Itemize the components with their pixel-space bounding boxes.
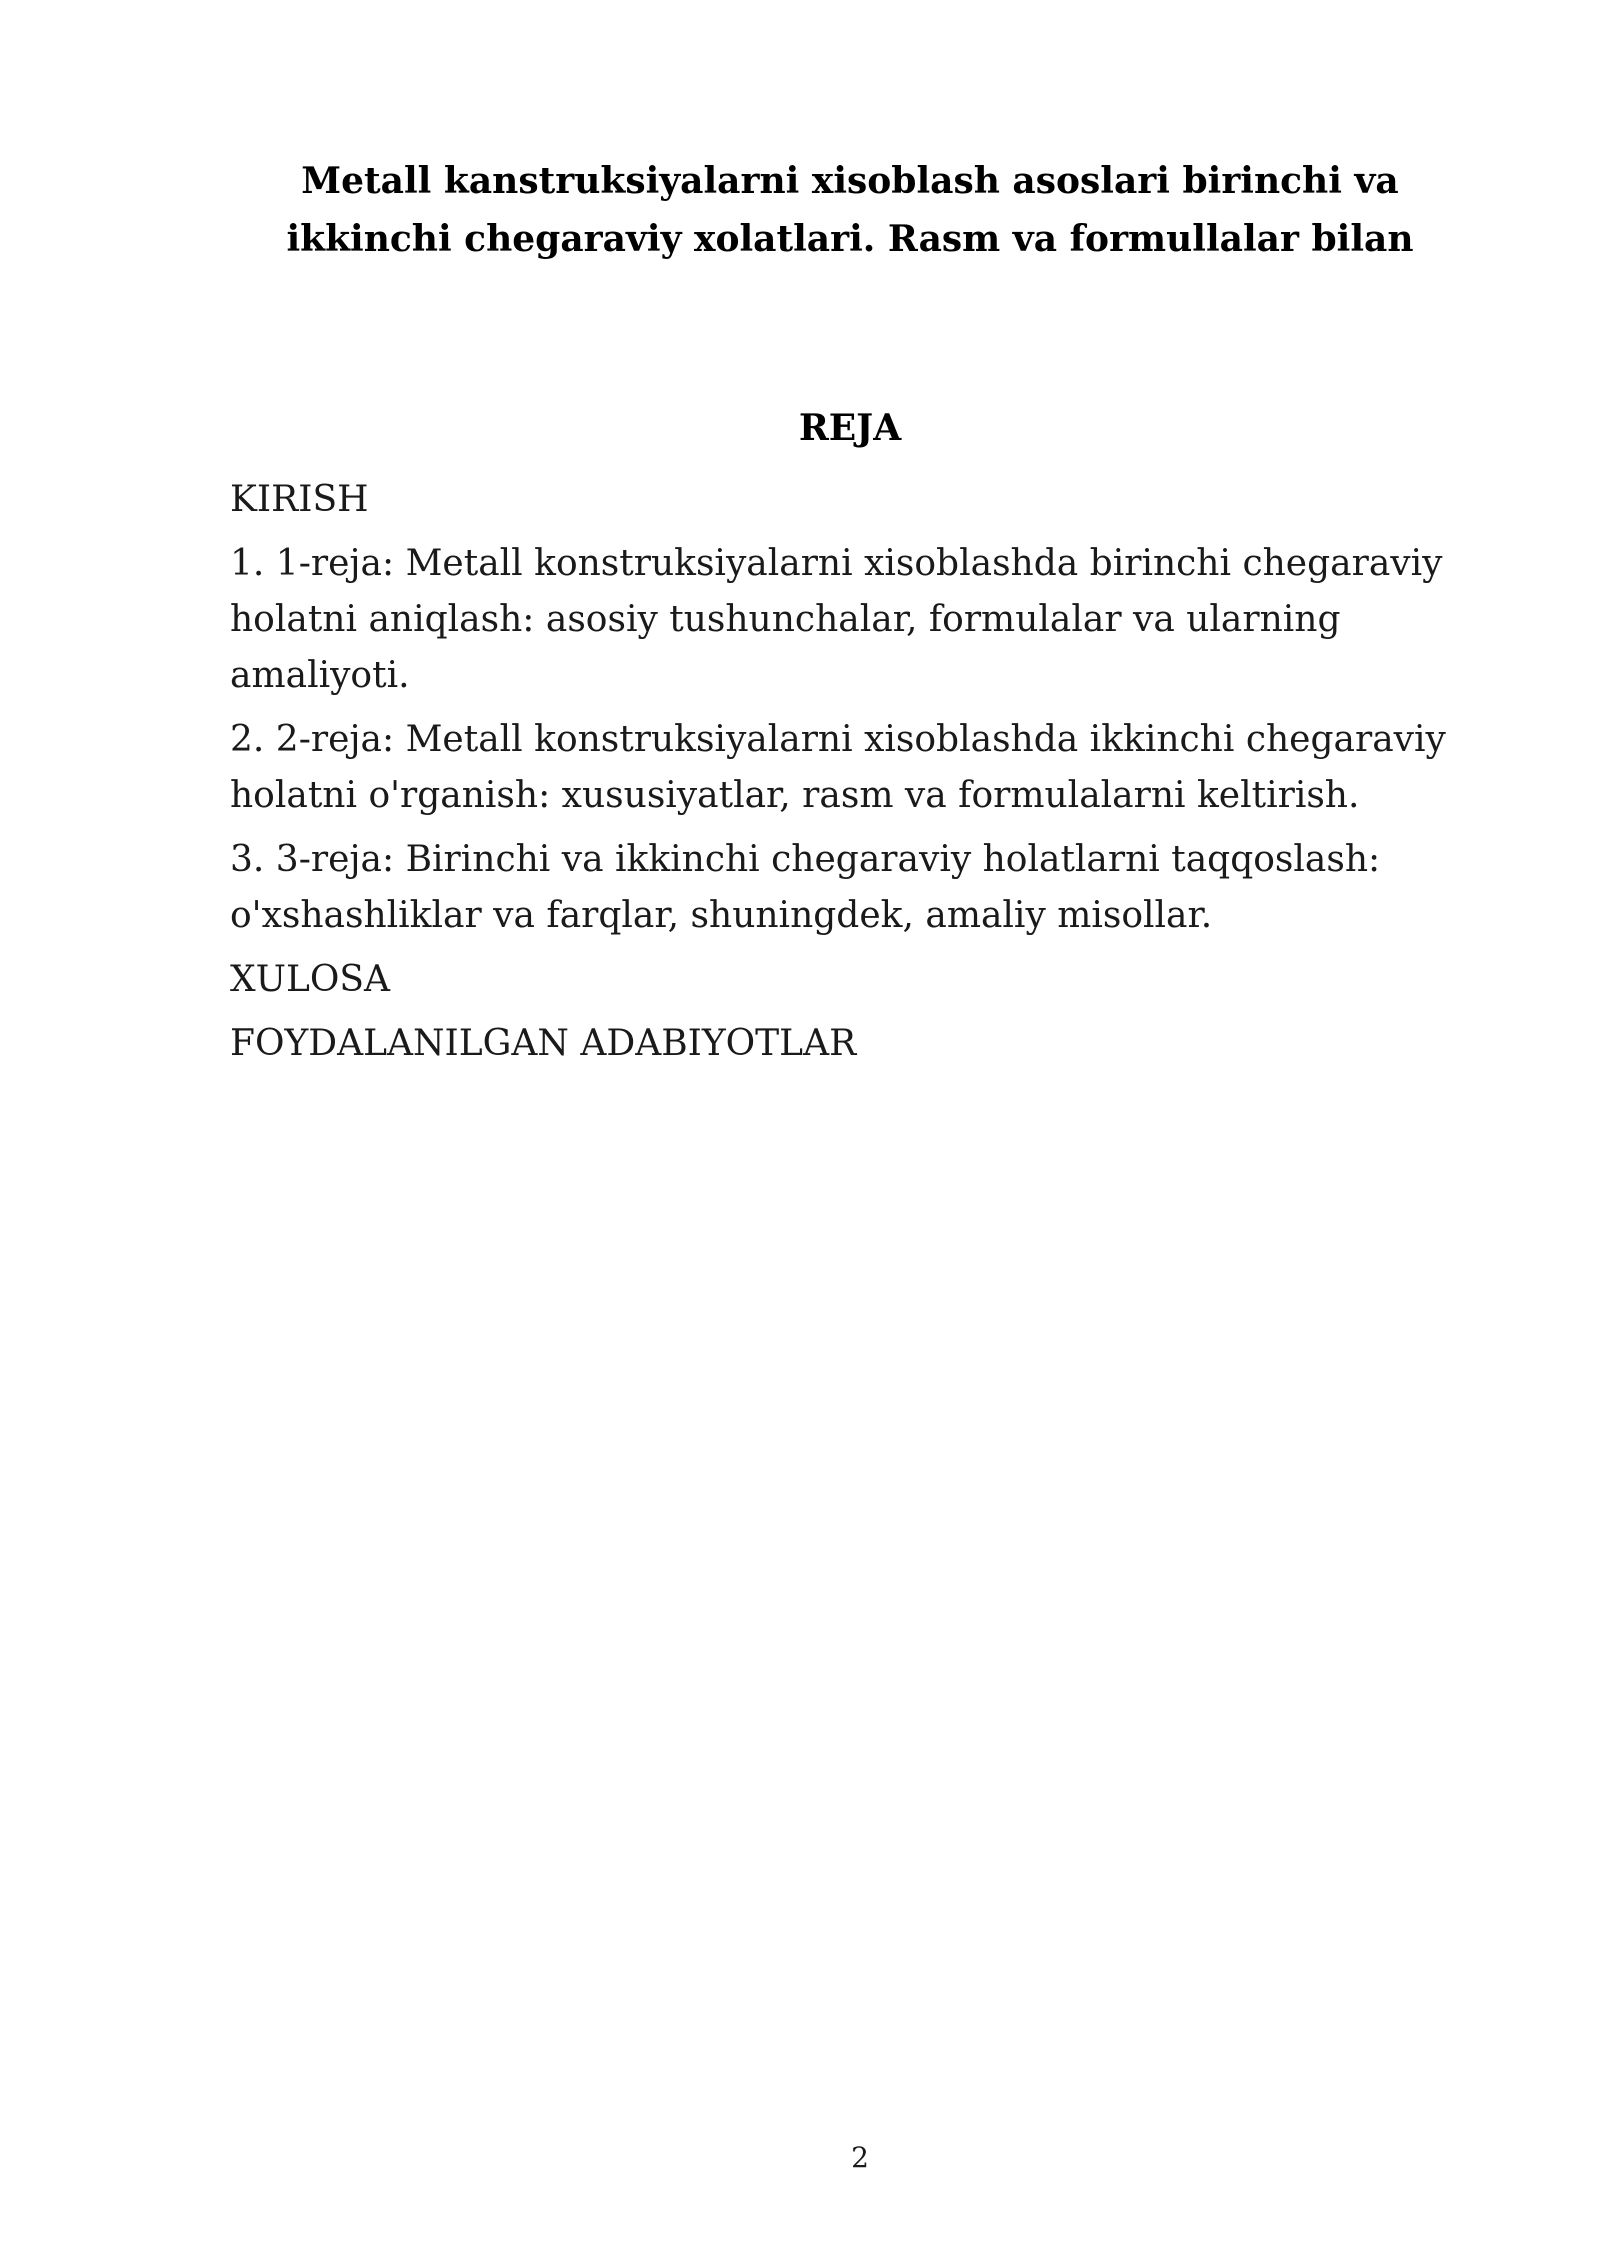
plan-item-1: 1. 1-reja: Metall konstruksiyalarni xisoblashda birinchi chegaraviy holatni aniqlash: asosiy tushunchalar, formulalar va ularning amaliyoti.: [230, 543, 1443, 696]
plan-item-introduction: KIRISH: [230, 479, 369, 520]
plan-list: [230, 472, 1490, 1080]
plan-item-3: 3. 3-reja: Birinchi va ikkinchi chegaraviy holatlarni taqqoslash: o'xshashliklar va farqlar, shuningdek, amaliy misollar.: [230, 839, 1381, 936]
plan-item-conclusion: XULOSA: [230, 959, 391, 1000]
plan-item-references: FOYDALANILGAN ADABIYOTLAR: [230, 1023, 857, 1064]
document-title: Metall kanstruksiyalarni xisoblash asoslari birinchi va ikkinchi chegaraviy xolatlari. Rasm va formullalar bilan: [286, 160, 1414, 260]
plan-item-2: 2. 2-reja: Metall konstruksiyalarni xisoblashda ikkinchi chegaraviy holatni o'rganish: xususiyatlar, rasm va formulalarni keltirish.: [230, 719, 1446, 816]
plan-heading: REJA: [798, 407, 902, 449]
page-number: 2: [851, 2141, 869, 2174]
